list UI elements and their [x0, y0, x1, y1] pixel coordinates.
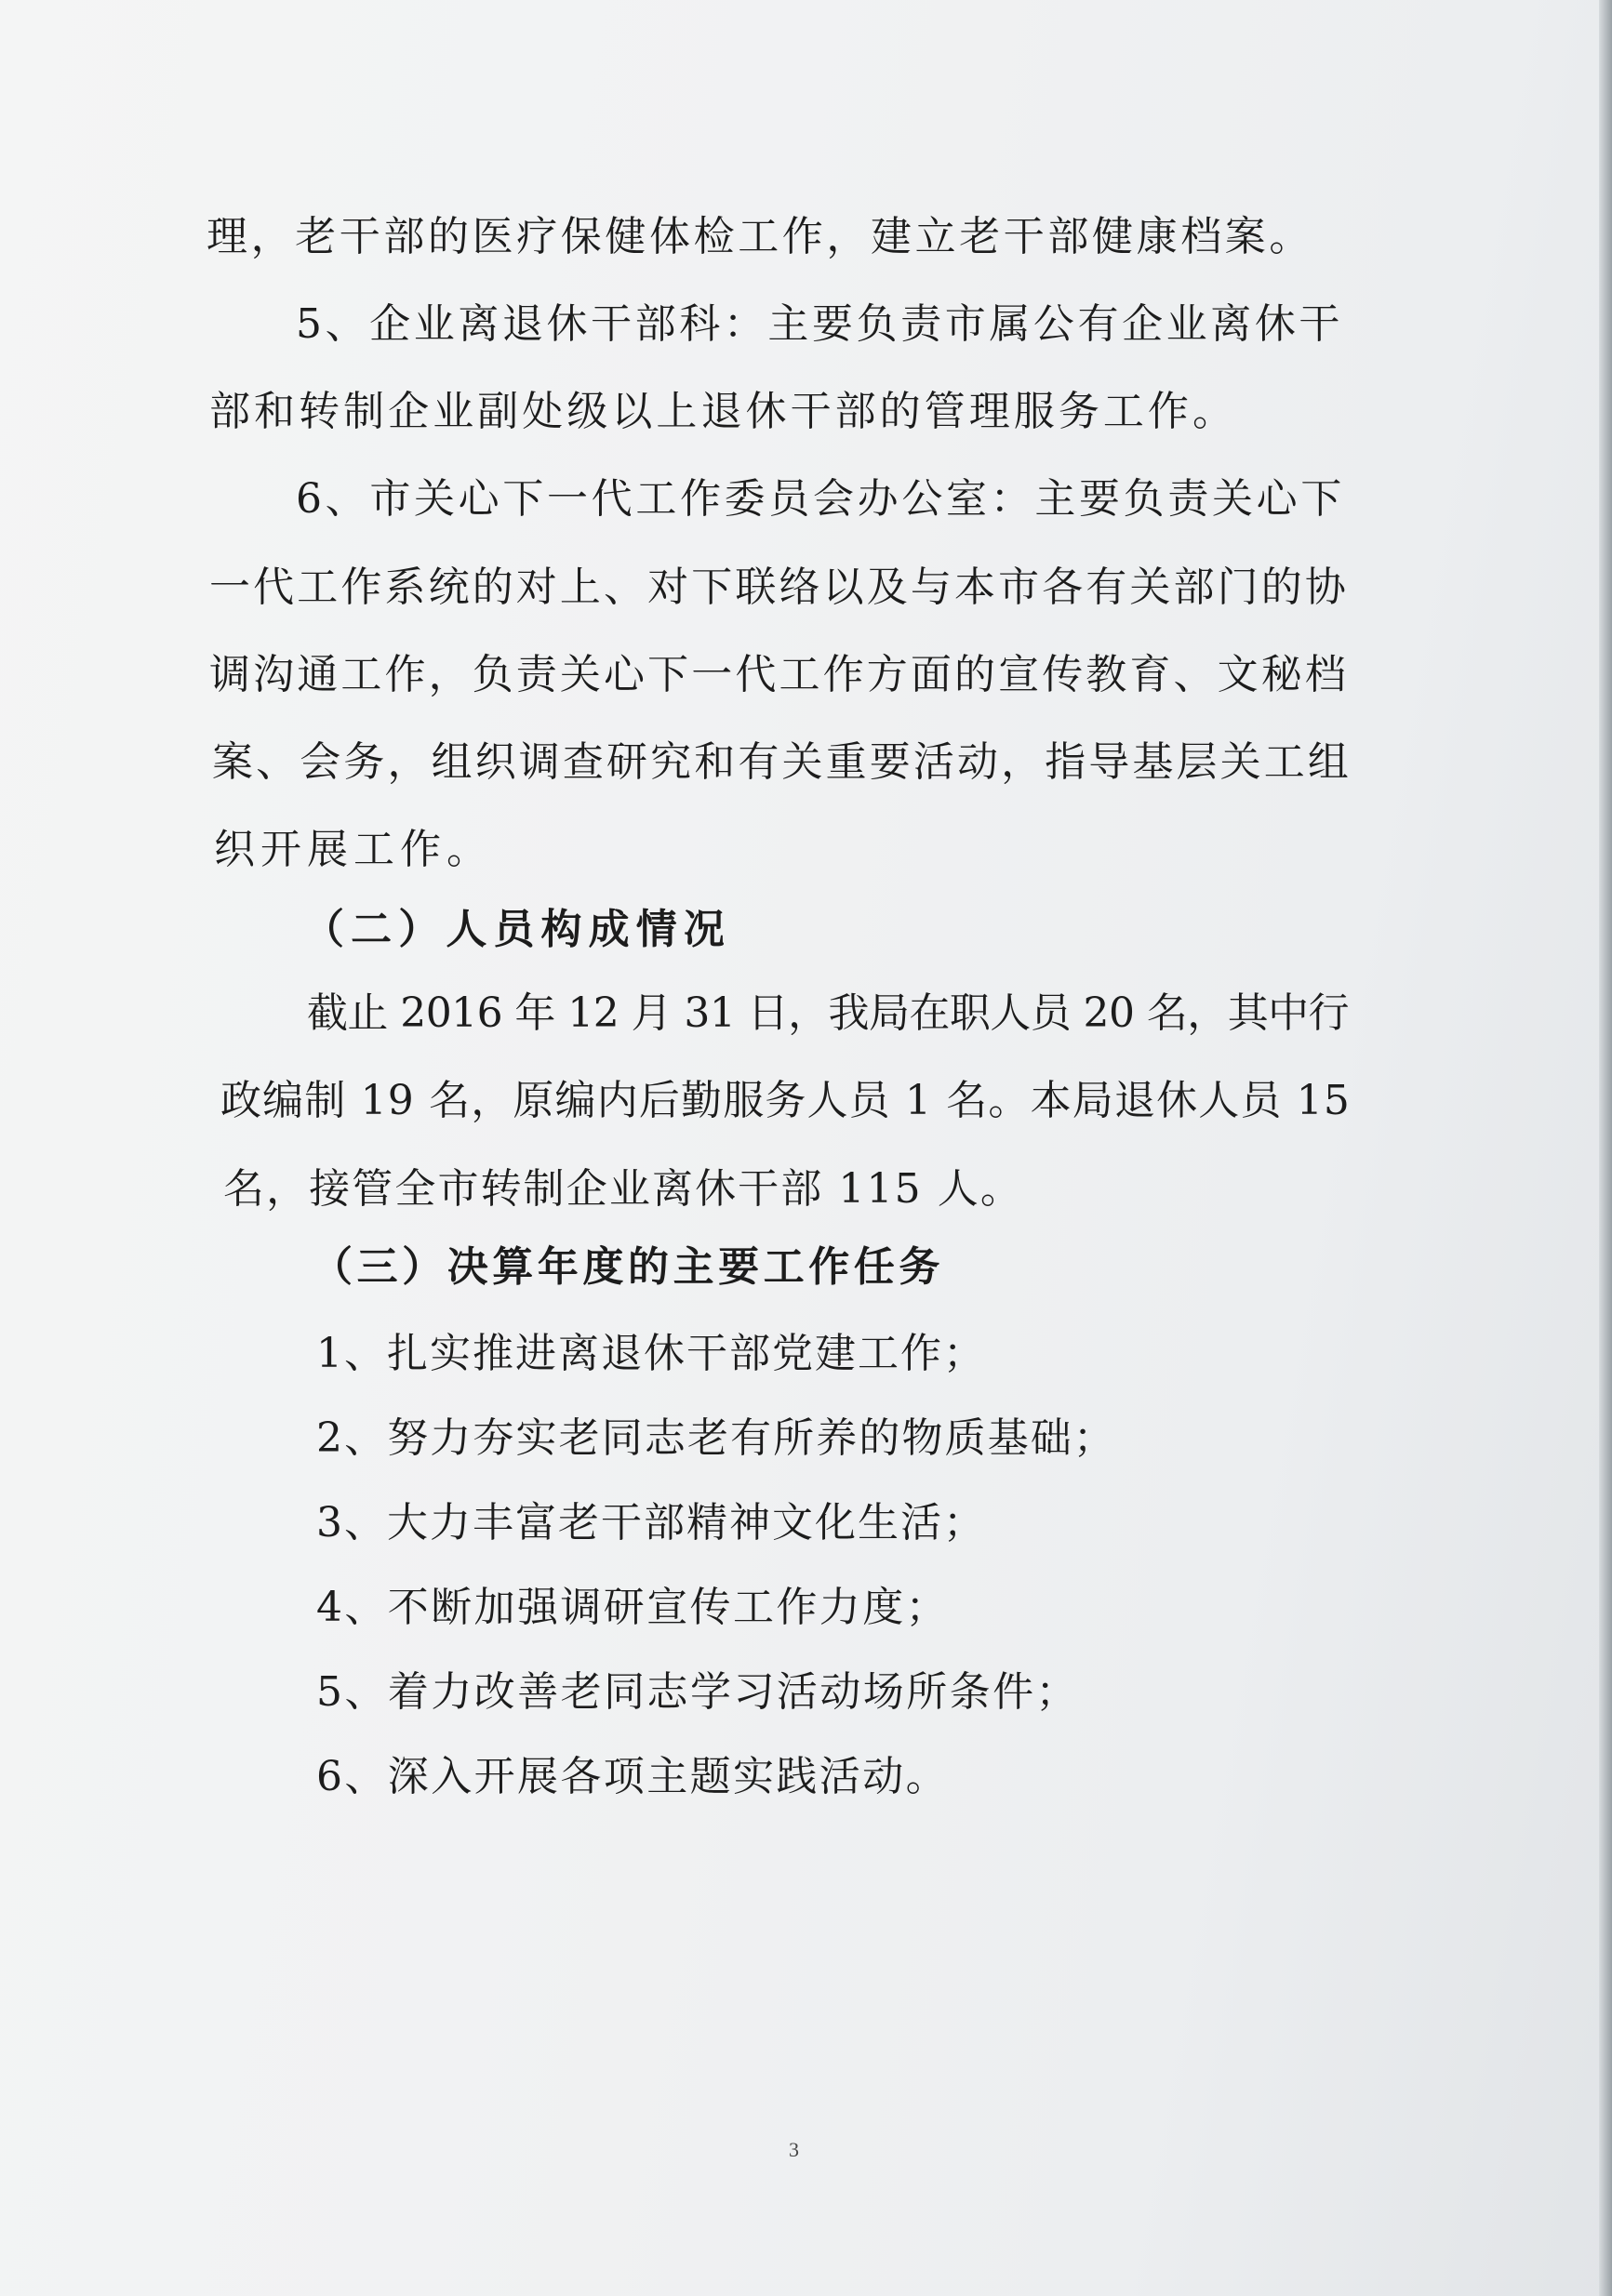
body-line: 部和转制企业副处级以上退休干部的管理服务工作。	[209, 388, 1237, 435]
page-edge-shadow	[1599, 0, 1612, 2296]
list-item: 1、扎实推进离退休干部党建工作；	[316, 1330, 986, 1377]
body-line: 截止 2016 年 12 月 31 日，我局在职人员 20 名，其中行	[307, 989, 1349, 1037]
list-item: 3、大力丰富老干部精神文化生活；	[316, 1499, 986, 1546]
section-heading: （三）决算年度的主要工作任务	[312, 1243, 944, 1291]
body-line: 一代工作系统的对上、对下联络以及与本市各有关部门的协	[209, 564, 1349, 611]
page-number: 3	[789, 2138, 799, 2161]
body-line: 名，接管全市转制企业离休干部 115 人。	[223, 1165, 1023, 1213]
list-item: 6、深入开展各项主题实践活动。	[316, 1753, 949, 1800]
body-line: 调沟通工作，负责关心下一代工作方面的宣传教育、文秘档	[209, 651, 1349, 698]
body-line: 5、企业离退休干部科：主要负责市属公有企业离休干	[296, 300, 1343, 348]
body-line: 政编制 19 名，原编内后勤服务人员 1 名。本局退休人员 15	[220, 1077, 1351, 1124]
body-line: 理，老干部的医疗保健体检工作，建立老干部健康档案。	[206, 213, 1313, 260]
body-line: 6、市关心下一代工作委员会办公室：主要负责关心下	[296, 475, 1345, 523]
section-heading: （二）人员构成情况	[303, 906, 731, 953]
body-line: 织开展工作。	[214, 826, 493, 873]
body-line: 案、会务，组织调查研究和有关重要活动，指导基层关工组	[212, 738, 1352, 786]
list-item: 5、着力改善老同志学习活动场所条件；	[316, 1668, 1079, 1716]
list-item: 4、不断加强调研宣传工作力度；	[316, 1584, 949, 1631]
list-item: 2、努力夯实老同志老有所养的物质基础；	[316, 1414, 1116, 1462]
